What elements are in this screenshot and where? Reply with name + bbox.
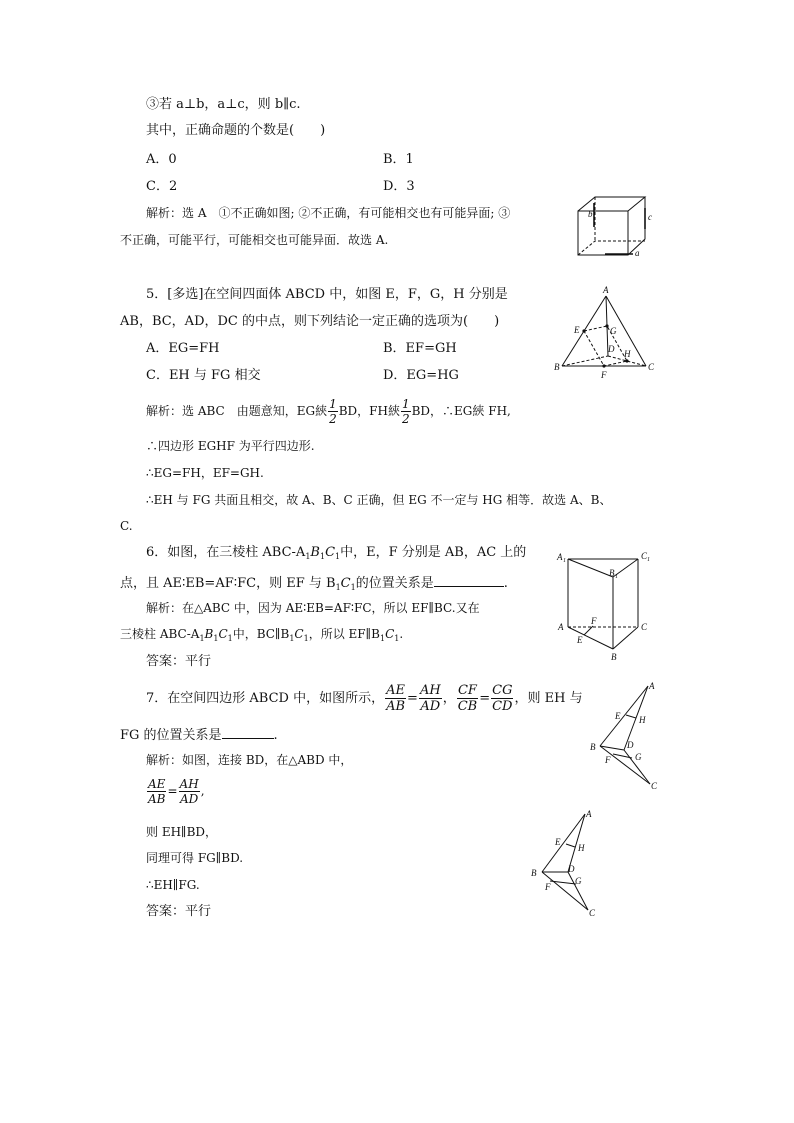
q5-solution-line5: C. bbox=[120, 519, 133, 533]
prism-label-B: B bbox=[611, 652, 617, 662]
answer-blank bbox=[434, 574, 504, 587]
prism-label-F: F bbox=[591, 616, 597, 626]
tetra-label-C: C bbox=[648, 362, 655, 372]
fraction-ae-ab: $\frac{AE}{AB}$ bbox=[386, 683, 406, 714]
q4-option-a: A．0 bbox=[146, 152, 177, 167]
quadrilateral-figure-2 bbox=[528, 806, 603, 921]
q7-solution-line3: 则 EH∥BD， bbox=[146, 825, 218, 839]
prism-label-C1-sub: 1 bbox=[647, 557, 650, 563]
quad2-label-D: D bbox=[568, 864, 575, 874]
quadrilateral-figure-1 bbox=[588, 678, 663, 793]
cube-figure bbox=[573, 193, 658, 259]
prism-label-A1: A bbox=[557, 552, 563, 562]
q5-option-a: A．EG=FH bbox=[146, 341, 220, 356]
q6-line2: 点，且 AE∶EB=AF∶FC，则 EF 与 $B_1C_1$的位置关系是 . bbox=[120, 576, 508, 592]
quad2-label-F: F bbox=[545, 882, 551, 892]
q6-line1: 6．如图，在三棱柱 ABC-$A_1B_1C_1$中，E，F 分别是 AB，AC 上的 bbox=[146, 545, 527, 561]
q5-solution-line3: ∴EG=FH，EF=GH. bbox=[146, 466, 264, 480]
fraction-cf-cb: $\frac{CF}{CB}$ bbox=[457, 683, 478, 714]
prism-label-E: E bbox=[577, 635, 583, 645]
q5-solution-line1: 解析：选 ABC 由题意知，EG綊 $\frac{1}{2}$ BD，FH綊 $\frac{1}{2}$ BD，∴EG綊 FH, bbox=[146, 397, 511, 426]
quad2-label-A: A bbox=[586, 809, 592, 819]
q6-solution-line1: 解析：在△ABC 中，因为 AE∶EB=AF∶FC，所以 EF∥BC.又在 bbox=[146, 601, 480, 615]
prism-label-A: A bbox=[558, 622, 564, 632]
fraction-half: $\frac{1}{2}$ bbox=[401, 397, 410, 426]
q7-solution-line4: 同理可得 FG∥BD. bbox=[146, 851, 244, 865]
tetrahedron-figure bbox=[550, 286, 665, 386]
q4-statement-3: ③若 a⊥b，a⊥c，则 b∥c. bbox=[146, 97, 301, 112]
q4-option-c: C．2 bbox=[146, 179, 178, 194]
q7-line1: 7．在空间四边形 ABCD 中，如图所示， $\frac{AE}{AB}$ = $\frac{AH}{AD}$ ， $\frac{CF}{CB}$ = $\frac{CG}{CD}$ ，则 EH 与 bbox=[146, 683, 583, 714]
quad1-label-A: A bbox=[649, 681, 655, 691]
q6-answer: 答案：平行 bbox=[146, 654, 212, 669]
tetra-label-G: G bbox=[610, 326, 617, 336]
quad1-label-G: G bbox=[635, 752, 642, 762]
fraction-cg-cd: $\frac{CG}{CD}$ bbox=[492, 683, 513, 714]
fraction-ae-ab: $\frac{AE}{AB}$ bbox=[148, 777, 166, 806]
q7-solution-line5: ∴EH∥FG. bbox=[146, 878, 200, 892]
q5-line2: AB，BC，AD，DC 的中点，则下列结论一定正确的选项为( ) bbox=[120, 314, 500, 329]
fraction-half: $\frac{1}{2}$ bbox=[329, 397, 337, 426]
tetra-label-H: H bbox=[624, 349, 631, 359]
tetra-label-F: F bbox=[601, 370, 607, 380]
quad1-label-H: H bbox=[639, 715, 646, 725]
q7-answer: 答案：平行 bbox=[146, 904, 212, 919]
cube-label-a: a bbox=[635, 248, 640, 258]
q7-line2: FG 的位置关系是 . bbox=[120, 728, 278, 743]
tetra-label-E: E bbox=[574, 325, 580, 335]
q5-solution-line4: ∴EH 与 FG 共面且相交，故 A、B、C 正确，但 EG 不一定与 HG 相等．故选 A、B、 bbox=[146, 493, 612, 507]
fraction-ah-ad: $\frac{AH}{AD}$ bbox=[419, 683, 441, 714]
q5-option-b: B．EF=GH bbox=[383, 341, 457, 356]
q6-solution-line2: 三棱柱 ABC-$A_1B_1C_1$中，$BC\parallel B_1C_1$，所以 $EF\parallel B_1C_1$. bbox=[120, 627, 404, 643]
q4-solution-line1: 解析：选 A ①不正确如图; ②不正确，有可能相交也有可能异面; ③ bbox=[146, 206, 511, 220]
q7-solution-ratio: $\frac{AE}{AB}$ = $\frac{AH}{AD}$ , bbox=[148, 777, 205, 806]
quad2-label-G: G bbox=[575, 876, 582, 886]
quad2-label-C: C bbox=[589, 908, 596, 918]
answer-blank bbox=[222, 726, 274, 739]
prism-label-A1-sub: 1 bbox=[563, 558, 566, 564]
quad2-label-B: B bbox=[531, 868, 537, 878]
fraction-ah-ad: $\frac{AH}{AD}$ bbox=[179, 777, 199, 806]
tetra-label-D: D bbox=[608, 344, 615, 354]
quad1-label-B: B bbox=[590, 742, 596, 752]
quad1-label-E: E bbox=[615, 711, 621, 721]
tetra-label-B: B bbox=[554, 362, 560, 372]
prism-label-B1-sub: 1 bbox=[615, 574, 618, 580]
q7-solution-line1: 解析：如图，连接 BD，在△ABD 中， bbox=[146, 753, 353, 767]
tetra-label-A: A bbox=[603, 286, 609, 295]
q5-option-d: D．EG=HG bbox=[383, 368, 459, 383]
cube-label-b: b bbox=[588, 209, 593, 219]
quad1-label-C: C bbox=[651, 781, 658, 791]
prism-label-B1: B bbox=[609, 568, 615, 578]
q4-option-d: D．3 bbox=[383, 179, 415, 194]
prism-label-C1: C bbox=[641, 551, 648, 561]
q4-solution-line2: 不正确，可能平行，可能相交也可能异面．故选 A. bbox=[120, 233, 389, 247]
q4-option-b: B．1 bbox=[383, 152, 414, 167]
q5-solution-line2: ∴四边形 EGHF 为平行四边形. bbox=[146, 439, 315, 453]
quad2-label-E: E bbox=[555, 837, 561, 847]
q5-line1: 5．[多选]在空间四面体 ABCD 中，如图 E，F，G，H 分别是 bbox=[146, 287, 508, 302]
q4-question: 其中，正确命题的个数是( ) bbox=[146, 123, 326, 138]
quad1-label-F: F bbox=[605, 755, 611, 765]
quad2-label-H: H bbox=[578, 843, 585, 853]
prism-label-C: C bbox=[641, 622, 648, 632]
prism-figure bbox=[553, 549, 658, 662]
cube-label-c: c bbox=[648, 212, 652, 222]
quad1-label-D: D bbox=[627, 740, 634, 750]
q5-option-c: C．EH 与 FG 相交 bbox=[146, 368, 261, 383]
